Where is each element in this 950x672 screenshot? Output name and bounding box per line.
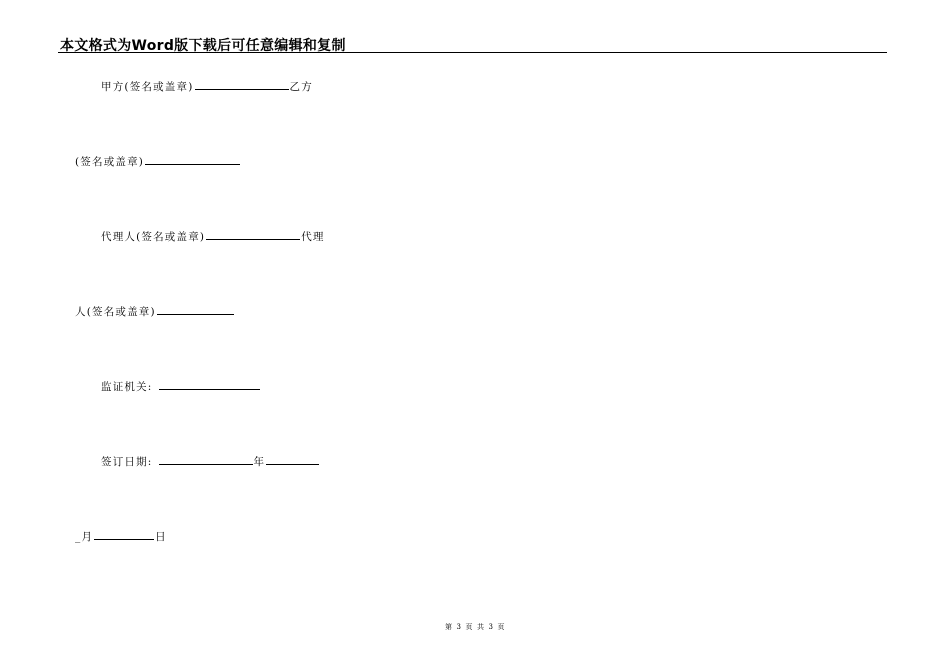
party-a-line [101,79,313,94]
footer-total-unit: 页 [497,623,505,631]
month-day-line [75,529,167,544]
page-footer [0,622,950,632]
party-a-label: 甲方(签名或盖章) [101,81,194,93]
authority-blank [159,379,260,390]
authority-label: 监证机关: [101,381,153,393]
day-blank [94,529,154,540]
page-header-title: 本文格式为Word版下载后可任意编辑和复制 [60,38,346,54]
party-b-seal-label: (签名或盖章) [75,156,145,168]
agent-signature-blank [206,229,300,240]
day-label: 日 [155,531,167,543]
footer-total-prefix: 共 [477,623,485,631]
agent2-signature-blank [157,304,234,315]
year-label: 年 [253,456,266,468]
party-b-signature-blank [145,154,240,165]
footer-page-unit: 页 [465,623,473,631]
party-b-label: 乙方 [289,81,313,93]
party-a-signature-blank [195,79,289,90]
sign-date-label: 签订日期: [101,456,153,468]
month-blank [266,454,319,465]
sign-date-line [101,454,320,469]
footer-total-pages: 3 [488,623,494,631]
agent2-label: 代理 [301,231,325,243]
agent-line [101,229,325,244]
footer-page-number: 3 [456,623,462,631]
year-blank [159,454,253,465]
footer-prefix: 第 [445,623,453,631]
authority-line [101,379,261,394]
agent-continued-line [75,304,235,319]
header-divider [58,52,887,53]
agent-label: 代理人(签名或盖章) [101,231,206,243]
party-b-seal-line [75,154,241,169]
agent-continued-label: 人(签名或盖章) [75,306,156,318]
month-label: _月 [75,531,94,543]
